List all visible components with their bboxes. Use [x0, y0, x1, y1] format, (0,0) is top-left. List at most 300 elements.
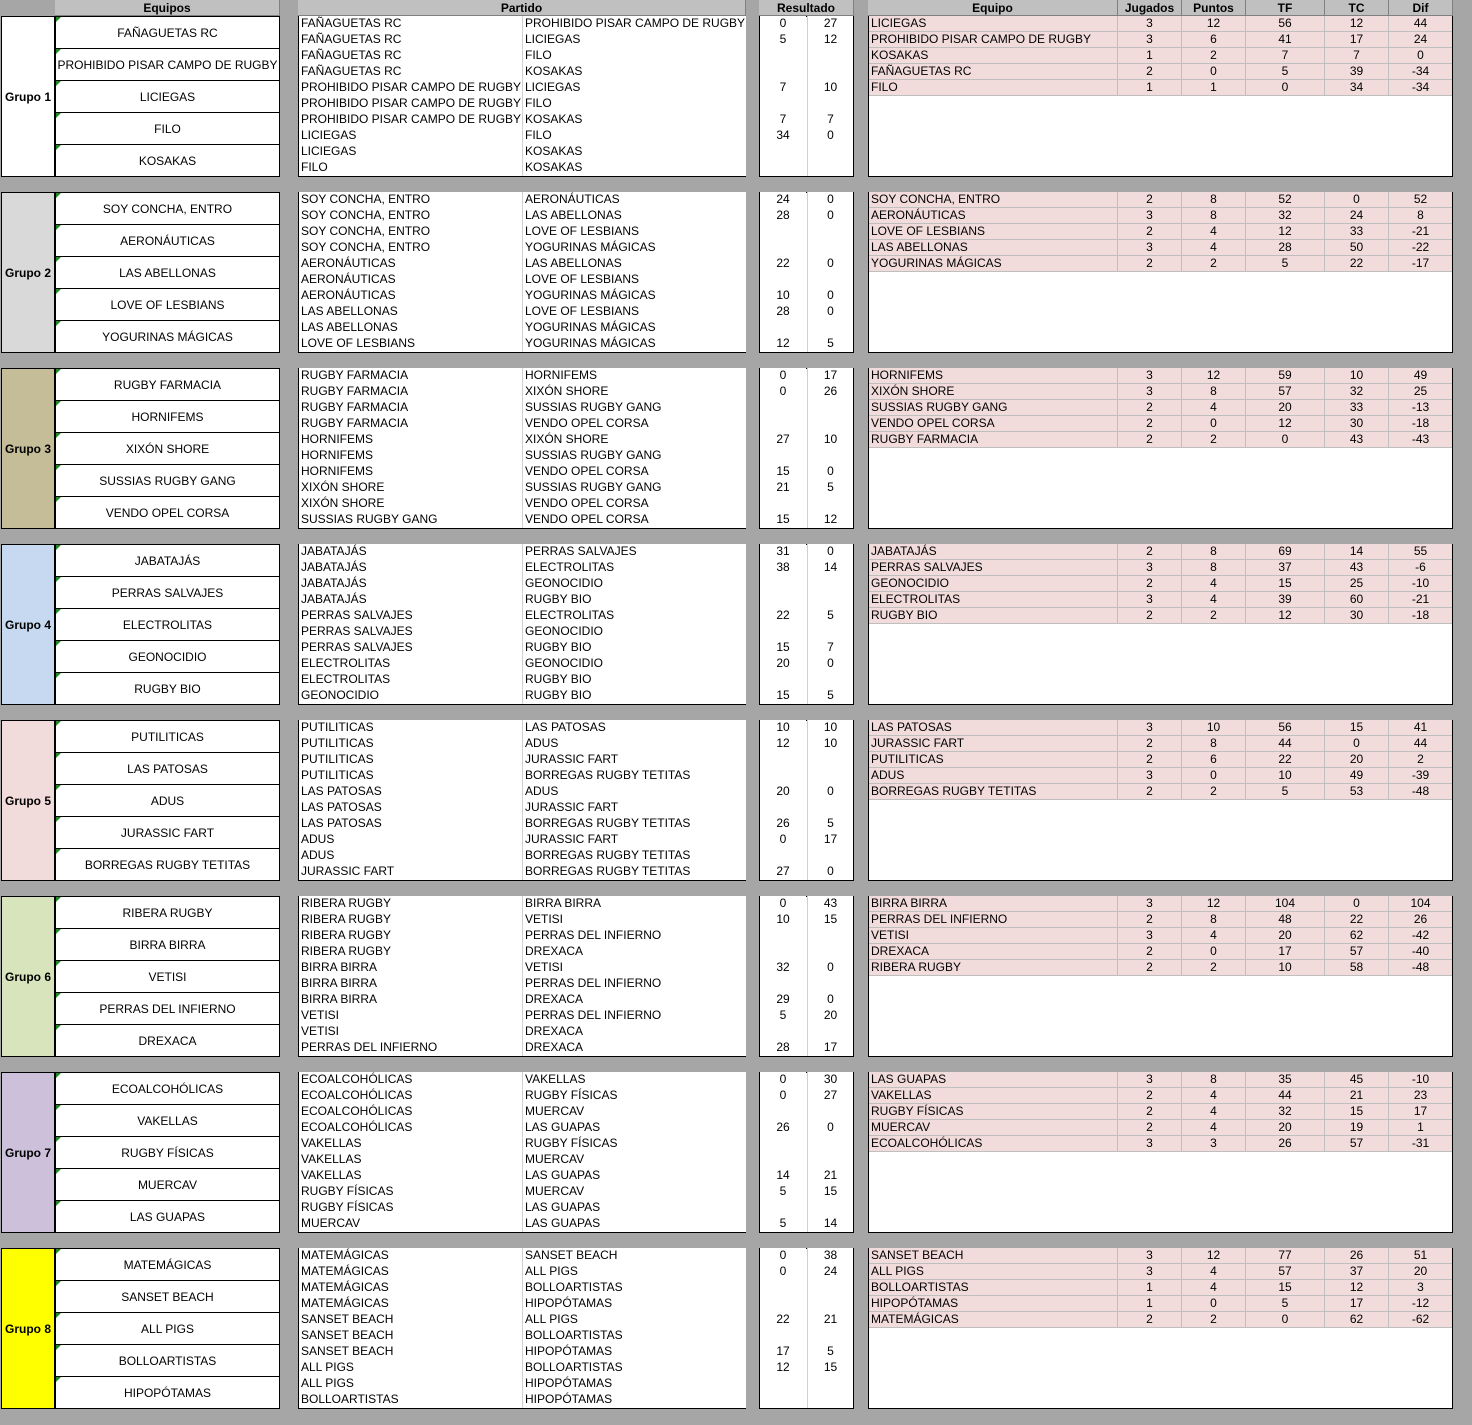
score-home[interactable] [760, 928, 806, 944]
score-away[interactable] [807, 1104, 853, 1120]
standings-jugados[interactable]: 2 [1118, 64, 1182, 80]
standings-tc[interactable]: 25 [1325, 576, 1389, 592]
standings-team[interactable]: HIPOPÓTAMAS [869, 1296, 1118, 1312]
standings-tf[interactable]: 57 [1246, 384, 1325, 400]
match-away[interactable]: GEONOCIDIO [522, 656, 746, 672]
score-away[interactable] [807, 592, 853, 608]
match-home[interactable]: ECOALCOHÓLICAS [298, 1072, 522, 1088]
standings-puntos[interactable]: 8 [1182, 208, 1246, 224]
score-away[interactable]: 0 [807, 656, 853, 672]
score-home[interactable] [760, 800, 806, 816]
team-cell[interactable]: LOVE OF LESBIANS [55, 288, 280, 320]
score-home[interactable]: 22 [760, 256, 806, 272]
score-away[interactable]: 0 [807, 992, 853, 1008]
match-away[interactable]: VAKELLAS [522, 1072, 746, 1088]
standings-dif[interactable]: 49 [1389, 368, 1452, 384]
standings-tf[interactable]: 0 [1246, 1312, 1325, 1328]
standings-puntos[interactable]: 8 [1182, 912, 1246, 928]
match-away[interactable]: LOVE OF LESBIANS [522, 224, 746, 240]
match-home[interactable]: RUGBY FARMACIA [298, 384, 522, 400]
score-away[interactable]: 5 [807, 608, 853, 624]
standings-dif[interactable]: 1 [1389, 1120, 1452, 1136]
standings-dif[interactable]: -10 [1389, 576, 1452, 592]
score-home[interactable]: 34 [760, 128, 806, 144]
score-home[interactable]: 20 [760, 784, 806, 800]
match-home[interactable]: LAS PATOSAS [298, 784, 522, 800]
match-home[interactable]: RIBERA RUGBY [298, 944, 522, 960]
standings-tf[interactable]: 48 [1246, 912, 1325, 928]
standings-dif[interactable]: 8 [1389, 208, 1452, 224]
standings-team[interactable]: LOVE OF LESBIANS [869, 224, 1118, 240]
score-away[interactable] [807, 672, 853, 688]
standings-tf[interactable]: 0 [1246, 80, 1325, 96]
standings-tf[interactable]: 0 [1246, 432, 1325, 448]
score-away[interactable] [807, 576, 853, 592]
standings-jugados[interactable]: 2 [1118, 912, 1182, 928]
standings-tf[interactable]: 44 [1246, 1088, 1325, 1104]
standings-tf[interactable]: 10 [1246, 960, 1325, 976]
standings-puntos[interactable]: 4 [1182, 1104, 1246, 1120]
score-home[interactable]: 7 [760, 80, 806, 96]
match-away[interactable]: LAS GUAPAS [522, 1120, 746, 1136]
score-away[interactable]: 0 [807, 544, 853, 560]
standings-tc[interactable]: 12 [1325, 1280, 1389, 1296]
match-home[interactable]: SOY CONCHA, ENTRO [298, 192, 522, 208]
score-away[interactable] [807, 448, 853, 464]
standings-dif[interactable]: -31 [1389, 1136, 1452, 1152]
score-away[interactable]: 15 [807, 912, 853, 928]
standings-jugados[interactable]: 2 [1118, 224, 1182, 240]
match-away[interactable]: PERRAS SALVAJES [522, 544, 746, 560]
header-equipo[interactable]: Equipo [868, 0, 1118, 16]
standings-jugados[interactable]: 3 [1118, 1136, 1182, 1152]
score-home[interactable]: 0 [760, 384, 806, 400]
score-away[interactable] [807, 416, 853, 432]
standings-team[interactable]: RIBERA RUGBY [869, 960, 1118, 976]
match-home[interactable]: PERRAS SALVAJES [298, 624, 522, 640]
standings-team[interactable]: ECOALCOHÓLICAS [869, 1136, 1118, 1152]
match-away[interactable]: ELECTROLITAS [522, 608, 746, 624]
score-home[interactable] [760, 848, 806, 864]
score-home[interactable] [760, 592, 806, 608]
header-dif[interactable]: Dif [1389, 0, 1453, 16]
match-home[interactable]: XIXÓN SHORE [298, 480, 522, 496]
match-home[interactable]: LAS PATOSAS [298, 800, 522, 816]
standings-tc[interactable]: 0 [1325, 192, 1389, 208]
match-away[interactable]: HIPOPÓTAMAS [522, 1392, 746, 1408]
standings-tc[interactable]: 37 [1325, 1264, 1389, 1280]
standings-tf[interactable]: 5 [1246, 1296, 1325, 1312]
standings-jugados[interactable]: 2 [1118, 752, 1182, 768]
match-home[interactable]: VETISI [298, 1024, 522, 1040]
match-home[interactable]: BIRRA BIRRA [298, 960, 522, 976]
standings-team[interactable]: JURASSIC FART [869, 736, 1118, 752]
match-home[interactable]: ECOALCOHÓLICAS [298, 1088, 522, 1104]
match-away[interactable]: SUSSIAS RUGBY GANG [522, 480, 746, 496]
match-away[interactable]: BOLLOARTISTAS [522, 1280, 746, 1296]
standings-team[interactable]: FILO [869, 80, 1118, 96]
standings-jugados[interactable]: 2 [1118, 1120, 1182, 1136]
standings-puntos[interactable]: 4 [1182, 1280, 1246, 1296]
match-away[interactable]: PERRAS DEL INFIERNO [522, 976, 746, 992]
standings-puntos[interactable]: 8 [1182, 736, 1246, 752]
standings-team[interactable]: HORNIFEMS [869, 368, 1118, 384]
team-cell[interactable]: LICIEGAS [55, 80, 280, 112]
standings-tf[interactable]: 41 [1246, 32, 1325, 48]
score-home[interactable] [760, 144, 806, 160]
score-home[interactable]: 29 [760, 992, 806, 1008]
match-away[interactable]: FILO [522, 48, 746, 64]
standings-tf[interactable]: 17 [1246, 944, 1325, 960]
match-away[interactable]: LAS GUAPAS [522, 1168, 746, 1184]
match-away[interactable]: SUSSIAS RUGBY GANG [522, 448, 746, 464]
match-away[interactable]: KOSAKAS [522, 112, 746, 128]
standings-team[interactable]: VAKELLAS [869, 1088, 1118, 1104]
score-away[interactable] [807, 224, 853, 240]
score-away[interactable]: 12 [807, 32, 853, 48]
score-away[interactable]: 43 [807, 896, 853, 912]
score-away[interactable]: 10 [807, 736, 853, 752]
match-home[interactable]: BOLLOARTISTAS [298, 1392, 522, 1408]
standings-tc[interactable]: 21 [1325, 1088, 1389, 1104]
match-home[interactable]: RIBERA RUGBY [298, 928, 522, 944]
standings-tc[interactable]: 10 [1325, 368, 1389, 384]
standings-tc[interactable]: 43 [1325, 432, 1389, 448]
score-home[interactable] [760, 1328, 806, 1344]
standings-jugados[interactable]: 1 [1118, 80, 1182, 96]
match-away[interactable]: XIXÓN SHORE [522, 432, 746, 448]
match-away[interactable]: FILO [522, 96, 746, 112]
score-away[interactable] [807, 1024, 853, 1040]
standings-puntos[interactable]: 4 [1182, 240, 1246, 256]
standings-dif[interactable]: 2 [1389, 752, 1452, 768]
match-away[interactable]: ELECTROLITAS [522, 560, 746, 576]
match-away[interactable]: YOGURINAS MÁGICAS [522, 336, 746, 352]
team-cell[interactable]: JABATAJÁS [55, 544, 280, 576]
match-away[interactable]: HORNIFEMS [522, 368, 746, 384]
standings-team[interactable]: PERRAS SALVAJES [869, 560, 1118, 576]
score-home[interactable]: 20 [760, 656, 806, 672]
standings-tc[interactable]: 49 [1325, 768, 1389, 784]
standings-jugados[interactable]: 2 [1118, 736, 1182, 752]
score-home[interactable] [760, 1200, 806, 1216]
score-away[interactable] [807, 48, 853, 64]
standings-tf[interactable]: 22 [1246, 752, 1325, 768]
standings-team[interactable]: DREXACA [869, 944, 1118, 960]
team-cell[interactable]: PROHIBIDO PISAR CAMPO DE RUGBY [55, 48, 280, 80]
match-home[interactable]: SANSET BEACH [298, 1344, 522, 1360]
standings-tf[interactable]: 35 [1246, 1072, 1325, 1088]
match-home[interactable]: RUGBY FARMACIA [298, 368, 522, 384]
team-cell[interactable]: SOY CONCHA, ENTRO [55, 192, 280, 224]
match-away[interactable]: DREXACA [522, 1024, 746, 1040]
team-cell[interactable]: PERRAS DEL INFIERNO [55, 992, 280, 1024]
standings-dif[interactable]: 104 [1389, 896, 1452, 912]
score-away[interactable] [807, 400, 853, 416]
score-away[interactable]: 21 [807, 1312, 853, 1328]
match-away[interactable]: SANSET BEACH [522, 1248, 746, 1264]
standings-tc[interactable]: 33 [1325, 224, 1389, 240]
standings-team[interactable]: GEONOCIDIO [869, 576, 1118, 592]
standings-tf[interactable]: 15 [1246, 576, 1325, 592]
standings-puntos[interactable]: 6 [1182, 32, 1246, 48]
match-away[interactable]: VENDO OPEL CORSA [522, 464, 746, 480]
standings-puntos[interactable]: 0 [1182, 1296, 1246, 1312]
standings-team[interactable]: YOGURINAS MÁGICAS [869, 256, 1118, 272]
standings-jugados[interactable]: 3 [1118, 768, 1182, 784]
match-home[interactable]: GEONOCIDIO [298, 688, 522, 704]
standings-puntos[interactable]: 8 [1182, 384, 1246, 400]
score-home[interactable] [760, 96, 806, 112]
match-away[interactable]: MUERCAV [522, 1152, 746, 1168]
standings-puntos[interactable]: 12 [1182, 16, 1246, 32]
standings-jugados[interactable]: 2 [1118, 608, 1182, 624]
standings-tc[interactable]: 34 [1325, 80, 1389, 96]
header-partido[interactable]: Partido [298, 0, 746, 16]
standings-tf[interactable]: 12 [1246, 416, 1325, 432]
score-away[interactable] [807, 1152, 853, 1168]
score-home[interactable]: 5 [760, 1184, 806, 1200]
match-away[interactable]: BOLLOARTISTAS [522, 1360, 746, 1376]
score-home[interactable]: 12 [760, 336, 806, 352]
standings-puntos[interactable]: 0 [1182, 416, 1246, 432]
standings-puntos[interactable]: 3 [1182, 1136, 1246, 1152]
group-label[interactable]: Grupo 3 [1, 368, 55, 529]
standings-puntos[interactable]: 2 [1182, 784, 1246, 800]
standings-jugados[interactable]: 3 [1118, 384, 1182, 400]
team-cell[interactable]: LAS ABELLONAS [55, 256, 280, 288]
standings-tf[interactable]: 15 [1246, 1280, 1325, 1296]
match-home[interactable]: LAS ABELLONAS [298, 304, 522, 320]
match-away[interactable]: JURASSIC FART [522, 800, 746, 816]
standings-dif[interactable]: -48 [1389, 784, 1452, 800]
team-cell[interactable]: ECOALCOHÓLICAS [55, 1072, 280, 1104]
match-home[interactable]: PUTILITICAS [298, 752, 522, 768]
match-away[interactable]: KOSAKAS [522, 144, 746, 160]
match-away[interactable]: LICIEGAS [522, 80, 746, 96]
score-home[interactable] [760, 448, 806, 464]
score-away[interactable]: 5 [807, 816, 853, 832]
score-home[interactable]: 0 [760, 1264, 806, 1280]
match-home[interactable]: FAÑAGUETAS RC [298, 32, 522, 48]
score-home[interactable] [760, 944, 806, 960]
match-home[interactable]: JURASSIC FART [298, 864, 522, 880]
team-cell[interactable]: RIBERA RUGBY [55, 896, 280, 928]
match-home[interactable]: AERONÁUTICAS [298, 288, 522, 304]
match-away[interactable]: ADUS [522, 736, 746, 752]
header-jugados[interactable]: Jugados [1118, 0, 1182, 16]
standings-puntos[interactable]: 0 [1182, 64, 1246, 80]
score-away[interactable] [807, 496, 853, 512]
standings-dif[interactable]: 44 [1389, 16, 1452, 32]
team-cell[interactable]: PERRAS SALVAJES [55, 576, 280, 608]
standings-dif[interactable]: -21 [1389, 224, 1452, 240]
match-home[interactable]: SOY CONCHA, ENTRO [298, 224, 522, 240]
header-resultado[interactable]: Resultado [759, 0, 854, 16]
standings-puntos[interactable]: 4 [1182, 592, 1246, 608]
score-away[interactable] [807, 800, 853, 816]
match-away[interactable]: KOSAKAS [522, 160, 746, 176]
match-home[interactable]: LAS ABELLONAS [298, 320, 522, 336]
standings-team[interactable]: VETISI [869, 928, 1118, 944]
match-away[interactable]: LAS PATOSAS [522, 720, 746, 736]
score-home[interactable]: 24 [760, 192, 806, 208]
standings-tc[interactable]: 53 [1325, 784, 1389, 800]
standings-tf[interactable]: 69 [1246, 544, 1325, 560]
standings-puntos[interactable]: 4 [1182, 1088, 1246, 1104]
standings-tf[interactable]: 59 [1246, 368, 1325, 384]
standings-puntos[interactable]: 2 [1182, 256, 1246, 272]
score-away[interactable]: 27 [807, 16, 853, 32]
score-home[interactable]: 0 [760, 896, 806, 912]
score-home[interactable]: 22 [760, 608, 806, 624]
score-home[interactable]: 0 [760, 832, 806, 848]
standings-dif[interactable]: -18 [1389, 416, 1452, 432]
match-away[interactable]: JURASSIC FART [522, 752, 746, 768]
match-home[interactable]: SANSET BEACH [298, 1312, 522, 1328]
match-away[interactable]: VENDO OPEL CORSA [522, 496, 746, 512]
team-cell[interactable]: DREXACA [55, 1024, 280, 1057]
standings-tc[interactable]: 30 [1325, 608, 1389, 624]
standings-puntos[interactable]: 0 [1182, 944, 1246, 960]
match-home[interactable]: MATEMÁGICAS [298, 1248, 522, 1264]
match-away[interactable]: MUERCAV [522, 1104, 746, 1120]
team-cell[interactable]: PUTILITICAS [55, 720, 280, 752]
match-away[interactable]: DREXACA [522, 944, 746, 960]
score-away[interactable]: 0 [807, 960, 853, 976]
match-away[interactable]: LAS ABELLONAS [522, 256, 746, 272]
standings-puntos[interactable]: 2 [1182, 48, 1246, 64]
score-away[interactable] [807, 1392, 853, 1408]
team-cell[interactable]: ELECTROLITAS [55, 608, 280, 640]
match-home[interactable]: LOVE OF LESBIANS [298, 336, 522, 352]
standings-puntos[interactable]: 12 [1182, 896, 1246, 912]
match-home[interactable]: SUSSIAS RUGBY GANG [298, 512, 522, 528]
standings-tf[interactable]: 12 [1246, 608, 1325, 624]
score-home[interactable]: 0 [760, 1088, 806, 1104]
standings-dif[interactable]: 52 [1389, 192, 1452, 208]
match-home[interactable]: MATEMÁGICAS [298, 1280, 522, 1296]
standings-team[interactable]: LAS PATOSAS [869, 720, 1118, 736]
score-away[interactable]: 0 [807, 864, 853, 880]
match-away[interactable]: PROHIBIDO PISAR CAMPO DE RUGBY [522, 16, 746, 32]
match-home[interactable]: FAÑAGUETAS RC [298, 64, 522, 80]
score-away[interactable]: 0 [807, 288, 853, 304]
standings-team[interactable]: SANSET BEACH [869, 1248, 1118, 1264]
match-away[interactable]: GEONOCIDIO [522, 624, 746, 640]
score-away[interactable] [807, 320, 853, 336]
standings-puntos[interactable]: 2 [1182, 608, 1246, 624]
team-cell[interactable]: GEONOCIDIO [55, 640, 280, 672]
match-home[interactable]: PUTILITICAS [298, 720, 522, 736]
match-home[interactable]: ADUS [298, 848, 522, 864]
team-cell[interactable]: VAKELLAS [55, 1104, 280, 1136]
match-home[interactable]: PUTILITICAS [298, 736, 522, 752]
standings-jugados[interactable]: 3 [1118, 592, 1182, 608]
match-away[interactable]: BIRRA BIRRA [522, 896, 746, 912]
header-tf[interactable]: TF [1246, 0, 1325, 16]
standings-jugados[interactable]: 3 [1118, 1264, 1182, 1280]
score-away[interactable]: 15 [807, 1360, 853, 1376]
header-tc[interactable]: TC [1325, 0, 1389, 16]
match-home[interactable]: ECOALCOHÓLICAS [298, 1104, 522, 1120]
standings-tc[interactable]: 22 [1325, 912, 1389, 928]
group-label[interactable]: Grupo 5 [1, 720, 55, 881]
score-away[interactable] [807, 624, 853, 640]
team-cell[interactable]: BIRRA BIRRA [55, 928, 280, 960]
score-home[interactable]: 10 [760, 912, 806, 928]
standings-puntos[interactable]: 12 [1182, 1248, 1246, 1264]
standings-dif[interactable]: 51 [1389, 1248, 1452, 1264]
standings-tc[interactable]: 60 [1325, 592, 1389, 608]
score-away[interactable]: 21 [807, 1168, 853, 1184]
score-home[interactable] [760, 672, 806, 688]
standings-jugados[interactable]: 2 [1118, 1312, 1182, 1328]
standings-puntos[interactable]: 4 [1182, 1120, 1246, 1136]
score-home[interactable] [760, 768, 806, 784]
match-away[interactable]: RUGBY FÍSICAS [522, 1136, 746, 1152]
header-puntos[interactable]: Puntos [1182, 0, 1246, 16]
score-home[interactable]: 27 [760, 864, 806, 880]
score-away[interactable]: 0 [807, 784, 853, 800]
match-home[interactable]: ALL PIGS [298, 1360, 522, 1376]
score-away[interactable] [807, 1136, 853, 1152]
standings-tf[interactable]: 52 [1246, 192, 1325, 208]
score-away[interactable] [807, 1200, 853, 1216]
group-label[interactable]: Grupo 4 [1, 544, 55, 705]
match-home[interactable]: PROHIBIDO PISAR CAMPO DE RUGBY [298, 80, 522, 96]
score-away[interactable] [807, 1296, 853, 1312]
score-away[interactable]: 10 [807, 720, 853, 736]
match-home[interactable]: RUGBY FARMACIA [298, 416, 522, 432]
score-home[interactable]: 15 [760, 640, 806, 656]
score-away[interactable] [807, 768, 853, 784]
standings-jugados[interactable]: 2 [1118, 432, 1182, 448]
score-home[interactable]: 5 [760, 1008, 806, 1024]
standings-tc[interactable]: 33 [1325, 400, 1389, 416]
match-home[interactable]: SOY CONCHA, ENTRO [298, 240, 522, 256]
standings-team[interactable]: RUGBY BIO [869, 608, 1118, 624]
match-away[interactable]: LAS ABELLONAS [522, 208, 746, 224]
standings-tf[interactable]: 26 [1246, 1136, 1325, 1152]
standings-tc[interactable]: 62 [1325, 1312, 1389, 1328]
standings-tf[interactable]: 104 [1246, 896, 1325, 912]
match-home[interactable]: BIRRA BIRRA [298, 976, 522, 992]
match-home[interactable]: JABATAJÁS [298, 560, 522, 576]
match-home[interactable]: LICIEGAS [298, 144, 522, 160]
score-away[interactable]: 14 [807, 560, 853, 576]
score-home[interactable]: 7 [760, 112, 806, 128]
standings-dif[interactable]: -21 [1389, 592, 1452, 608]
score-home[interactable] [760, 320, 806, 336]
score-away[interactable]: 15 [807, 1184, 853, 1200]
match-home[interactable]: FAÑAGUETAS RC [298, 16, 522, 32]
score-away[interactable]: 20 [807, 1008, 853, 1024]
match-away[interactable]: FILO [522, 128, 746, 144]
standings-jugados[interactable]: 3 [1118, 896, 1182, 912]
team-cell[interactable]: SANSET BEACH [55, 1280, 280, 1312]
match-away[interactable]: ALL PIGS [522, 1264, 746, 1280]
standings-dif[interactable]: 26 [1389, 912, 1452, 928]
score-away[interactable]: 17 [807, 1040, 853, 1056]
match-home[interactable]: AERONÁUTICAS [298, 272, 522, 288]
match-away[interactable]: HIPOPÓTAMAS [522, 1296, 746, 1312]
score-home[interactable] [760, 1392, 806, 1408]
standings-puntos[interactable]: 4 [1182, 224, 1246, 240]
standings-tc[interactable]: 17 [1325, 1296, 1389, 1312]
standings-jugados[interactable]: 2 [1118, 576, 1182, 592]
team-cell[interactable]: FAÑAGUETAS RC [55, 16, 280, 48]
